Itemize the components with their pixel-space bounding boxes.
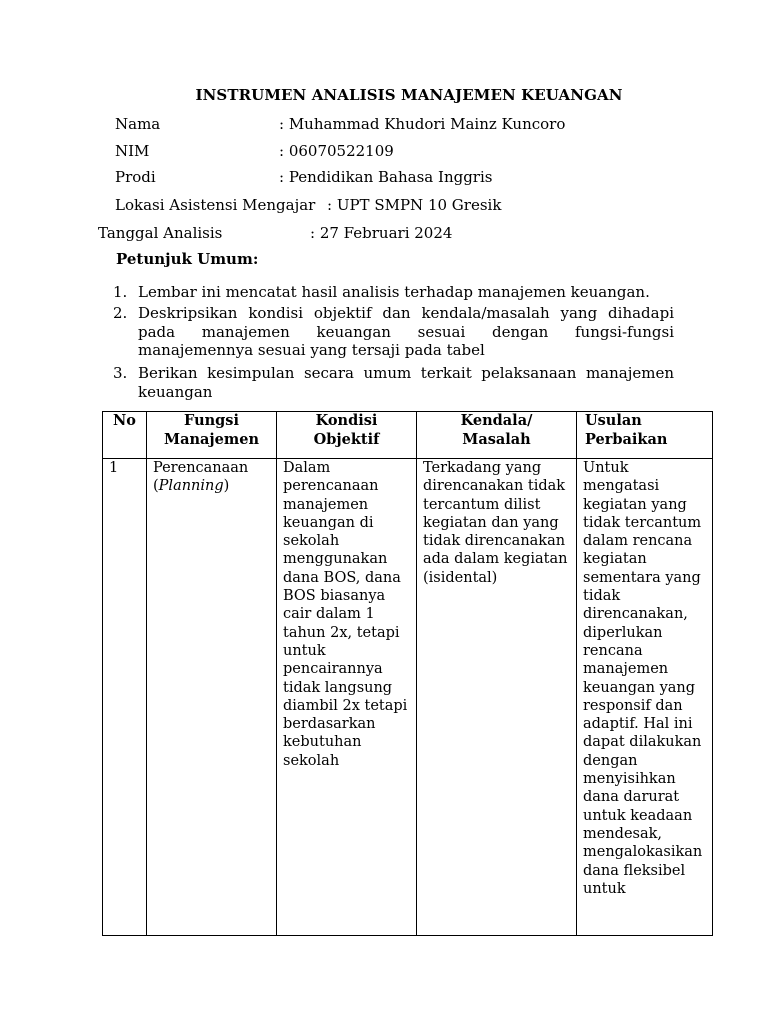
cell-fungsi-paren: ) (223, 478, 230, 495)
header-no (103, 412, 147, 459)
field-value: : Muhammad Khudori Mainz Kuncoro (279, 115, 566, 133)
header-usulan-line1: Usulan (585, 412, 642, 429)
field-label: Lokasi Asistensi Mengajar (115, 196, 316, 214)
field-value: : Pendidikan Bahasa Inggris (279, 168, 493, 186)
field-value: : 06070522109 (279, 142, 394, 160)
cell-kendala-text: Terkadang yang direncanakan tidak tercantum dilist kegiatan dan yang tidak direncanakan ada dalam kegiatan (isidental) (423, 460, 568, 586)
field-value: : 27 Februari 2024 (310, 224, 453, 242)
instruction-item (113, 364, 674, 401)
header-kondisi-line1: Kondisi (315, 412, 378, 429)
header-usulan-line2: Perbaikan (585, 430, 668, 448)
cell-fungsi (147, 459, 277, 936)
cell-fungsi-paren: ( (153, 478, 159, 495)
cell-kendala (417, 459, 577, 936)
header-kendala-line2: Masalah (462, 430, 531, 448)
field-value: : UPT SMPN 10 Gresik (327, 196, 502, 214)
table-header-row (103, 412, 713, 459)
header-usulan (577, 412, 713, 459)
field-label: NIM (115, 142, 150, 160)
header-fungsi-line2: Manajemen (164, 430, 259, 448)
cell-kondisi (277, 459, 417, 936)
instruction-number: 1. (113, 283, 128, 301)
instruction-item (113, 283, 674, 302)
header-fungsi (147, 412, 277, 459)
field-label: Prodi (115, 168, 156, 186)
header-kondisi (277, 412, 417, 459)
header-no-label: No (113, 412, 136, 429)
instruction-text: Berikan kesimpulan secara umum terkait pelaksanaan manajemen keuangan (138, 364, 674, 401)
instruction-text: Deskripsikan kondisi objektif dan kendala/masalah yang dihadapi pada manajemen keuangan sesuai dengan fungsi-fungsi manajemennya sesuai yang tersaji pada tabel (138, 304, 674, 359)
instruction-text: Lembar ini mencatat hasil analisis terhadap manajemen keuangan. (138, 283, 650, 301)
instruction-number: 3. (113, 364, 128, 382)
field-label: Nama (115, 115, 161, 133)
header-fungsi-line1: Fungsi (184, 412, 239, 429)
instruction-number: 2. (113, 304, 128, 322)
header-kendala-line1: Kendala/ (460, 412, 533, 429)
cell-no-text: 1 (109, 460, 119, 476)
header-kendala (417, 412, 577, 459)
table-row (103, 459, 713, 936)
document-title: INSTRUMEN ANALISIS MANAJEMEN KEUANGAN (195, 86, 623, 104)
analysis-table (102, 411, 713, 936)
header-kondisi-line2: Objektif (313, 430, 380, 448)
cell-fungsi-text: Perencanaan (153, 460, 249, 476)
cell-usulan-text: Untuk mengatasi kegiatan yang tidak tercantum dalam rencana kegiatan sementara yang tidak direncanakan, diperlukan rencana manajemen keuangan yang responsif dan adaptif. Hal ini dapat dilakukan dengan menyisihkan dana darurat untuk keadaan mendesak, mengalokasikan dana fleksibel untuk (583, 460, 703, 897)
instruction-item (113, 304, 674, 360)
cell-kondisi-text: Dalam perencanaan manajemen keuangan di sekolah menggunakan dana BOS, dana BOS biasanya cair dalam 1 tahun 2x, tetapi untuk pencairannya tidak langsung diambil 2x tetapi berdasarkan kebutuhan sekolah (283, 460, 408, 769)
cell-fungsi-italic: Planning (158, 478, 224, 495)
petunjuk-title: Petunjuk Umum: (116, 250, 259, 268)
cell-no (103, 459, 147, 936)
cell-usulan (577, 459, 713, 936)
field-label: Tanggal Analisis (98, 224, 223, 242)
